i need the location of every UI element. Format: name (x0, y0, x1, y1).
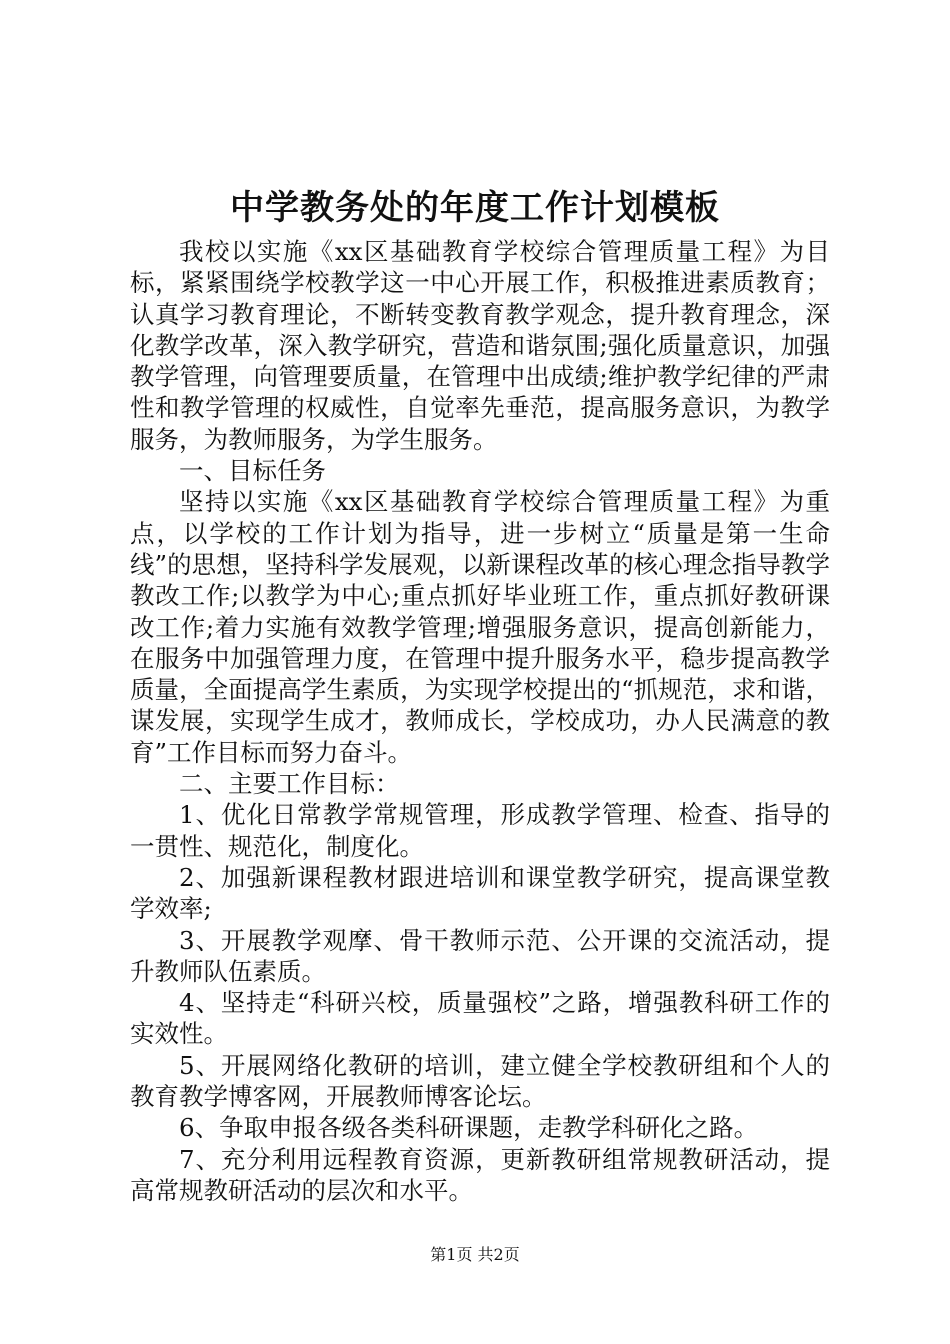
list-item: 4、坚持走“科研兴校，质量强校”之路，增强教科研工作的实效性。 (130, 988, 830, 1049)
list-item: 2、加强新课程教材跟进培训和课堂教学研究，提高课堂教学效率; (130, 862, 830, 924)
goals-paragraph: 坚持以实施《xx区基础教育学校综合管理质量工程》为重点，以学校的工作计划为指导，进一步树立“质量是第一生命线”的思想，坚持科学发展观，以新课程改革的核心理念指导教学教改工作;以教学为中心;重点抓好毕业班工作，重点抓好教研课改工作;着力实施有效教学管理;增强服务意识，提高创新能力，在服务中加强管理力度，在管理中提升服务水平，稳步提高教学质量，全面提高学生素质，为实现学校提出的“抓规范，求和谐，谋发展，实现学生成才，教师成长，学校成功，办人民满意的教育”工作目标而努力奋斗。 (130, 487, 830, 767)
document-body (130, 236, 830, 1206)
list-item: 3、开展教学观摩、骨干教师示范、公开课的交流活动，提升教师队伍素质。 (130, 925, 830, 986)
list-item: 7、充分利用远程教育资源，更新教研组常规教研活动，提高常规教研活动的层次和水平。 (130, 1144, 830, 1205)
list-item: 5、开展网络化教研的培训，建立健全学校教研组和个人的教育教学博客网，开展教师博客论坛。 (130, 1050, 830, 1112)
intro-paragraph: 我校以实施《xx区基础教育学校综合管理质量工程》为目标，紧紧围绕学校教学这一中心开展工作，积极推进素质教育；认真学习教育理论，不断转变教育教学观念，提升教育理念，深化教学改革，深入教学研究，营造和谐氛围;强化质量意识，加强教学管理，向管理要质量，在管理中出成绩;维护教学纪律的严肃性和教学管理的权威性，自觉率先垂范，提高服务意识，为教学服务，为教师服务，为学生服务。 (130, 237, 830, 454)
document-title: 中学教务处的年度工作计划模板 (230, 188, 720, 228)
page-number-footer: 第1页 共2页 (430, 1245, 520, 1264)
section-heading-main-targets: 二、主要工作目标： (179, 769, 400, 799)
list-item: 6、争取申报各级各类科研课题，走教学科研化之路。 (179, 1113, 759, 1143)
list-item: 1、优化日常教学常规管理，形成教学管理、检查、指导的一贯性、规范化，制度化。 (130, 800, 830, 861)
section-heading-goals: 一、目标任务 (179, 456, 326, 486)
